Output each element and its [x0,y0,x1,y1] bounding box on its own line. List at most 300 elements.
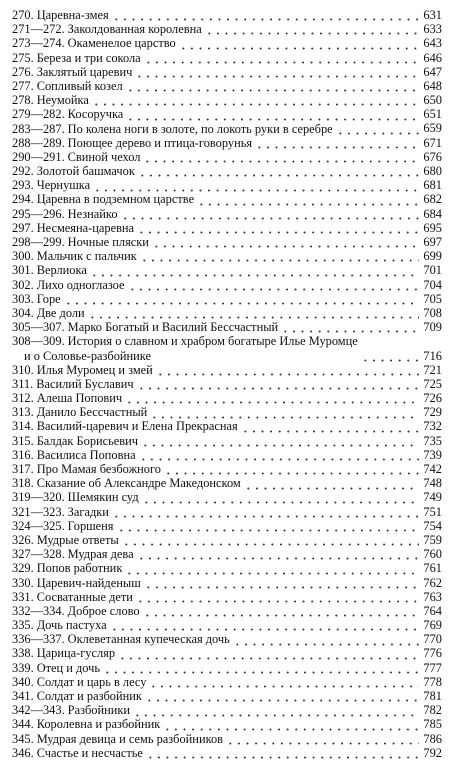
dot-leader [125,391,419,405]
tale-number: 324—325. [12,518,65,533]
page-number: 748 [423,476,442,491]
toc-entry [12,122,442,136]
tale-title: Попов работник [36,561,123,576]
toc-entry-text [12,278,125,292]
tale-title: Мудрые ответы [36,532,119,547]
toc-entry [12,405,442,419]
tale-title: Загадки [67,504,109,519]
toc-entry [12,547,442,561]
tale-number: 311. [12,376,34,391]
toc-entry-text [12,363,153,377]
tale-title: Царевна-змея [36,8,109,22]
page-number: 769 [423,618,442,633]
tale-title: Мудрая дева [67,547,134,562]
toc-entry-text [12,51,141,65]
toc-entry [12,391,442,405]
tale-title-line [12,533,119,547]
tale-title: Горшеня [67,518,114,533]
page-number: 671 [423,135,442,150]
page-number: 705 [423,291,442,306]
page-number: 782 [423,703,442,718]
toc-entry-text [12,505,109,519]
tale-number: 336—337. [12,632,65,647]
tale-title-line-1 [12,334,358,348]
dot-leader [92,93,419,107]
tale-title: Отец и дочь [36,660,101,675]
tale-number: 305—307. [12,320,65,335]
toc-entry-text [12,36,176,50]
tale-title-line [12,79,123,93]
page-number: 725 [423,376,442,391]
page-number: 792 [423,745,442,760]
tale-title: Василий Буславич [36,376,134,391]
page-number: 749 [423,490,442,505]
tale-number: 335. [12,618,34,633]
toc-entry [12,533,442,547]
tale-number: 273—274. [12,36,65,51]
tale-title-line [12,136,252,150]
toc-entry-text [12,675,146,689]
toc-entry [12,292,442,306]
tale-number: 345. [12,731,34,746]
dot-leader [121,207,419,221]
dot-leader [143,150,419,164]
toc-entry [12,746,442,760]
toc-entry [12,8,442,22]
tale-number: 340. [12,674,34,689]
page-number: 631 [423,7,442,22]
toc-entry-text [12,249,137,263]
dot-leader [135,65,419,79]
page-number: 776 [423,646,442,661]
toc-entry-text [12,292,61,306]
toc-entry [12,505,442,519]
tale-title: Золотой башмачок [36,164,135,179]
tale-number: 275. [12,50,34,65]
toc-entry [12,377,442,391]
tale-title: Балдак Борисьевич [36,433,139,448]
dot-leader [137,547,419,561]
dot-leader [103,661,419,675]
tale-title-line [12,292,61,306]
tale-title: Две доли [36,305,85,320]
toc-entry-text [12,306,85,320]
toc-entry-text [12,320,278,334]
toc-entry [12,590,442,604]
dot-leader [149,675,419,689]
tale-title-line [12,391,122,405]
dot-leader [145,689,419,703]
tale-number: 308—309. [12,334,65,349]
tale-number: 277. [12,78,34,93]
tale-title-line [12,278,125,292]
dot-leader [140,249,419,263]
tale-number: 276. [12,64,34,79]
toc-entry [12,263,442,277]
tale-title: Горе [36,291,61,306]
toc-entry [12,164,442,178]
tale-title: Царевич-найденыш [36,575,141,590]
dot-leader [137,221,419,235]
toc-entry-text [12,178,90,192]
page-number: 763 [423,589,442,604]
toc-entry [12,576,442,590]
toc-entry-text [12,476,241,490]
toc-entry-text [12,136,252,150]
tale-title: Марко Богатый и Василий Бессчастный [67,320,279,335]
toc-entry [12,561,442,575]
tale-title: Доброе слово [67,603,140,618]
page-number: 681 [423,178,442,193]
toc-entry-text [12,732,223,746]
tale-number: 303. [12,291,34,306]
toc-entry-text [12,661,100,675]
tale-title: Чернушка [36,178,91,193]
tale-title: Сопливый козел [36,78,123,93]
toc-entry-text [12,618,107,632]
tale-number: 338. [12,646,34,661]
tale-title-line [12,221,134,235]
toc-entry [12,235,442,249]
dot-leader [241,419,419,433]
page-number: 647 [423,64,442,79]
tale-title-line [12,93,89,107]
tale-title-line [12,36,176,50]
tale-title-line [12,590,133,604]
toc-entry-text [12,107,123,121]
tale-title: Береза и три сокола [36,50,141,65]
toc-entry-text [12,405,147,419]
tale-number: 271—272. [12,22,65,37]
toc-entry [12,136,442,150]
table-of-contents [12,8,442,760]
tale-title-line [12,405,147,419]
tale-title: Шемякин суд [67,490,139,505]
page-number: 778 [423,674,442,689]
tale-title-line [12,434,138,448]
toc-entry [12,320,442,334]
toc-entry [12,334,442,362]
dot-leader [138,164,419,178]
tale-number: 293. [12,178,34,193]
tale-number: 278. [12,93,34,108]
toc-entry-text [12,561,122,575]
tale-title: Верлиока [36,263,87,278]
toc-entry [12,434,442,448]
dot-leader [64,292,419,306]
dot-leader [141,434,419,448]
page-number: 781 [423,689,442,703]
tale-title-line [12,618,107,632]
toc-entry [12,675,442,689]
tale-title-line [12,122,333,136]
dot-leader [361,349,419,363]
tale-number: 297. [12,220,34,235]
tale-title: Лихо одноглазое [36,277,125,292]
page-number: 742 [423,462,442,476]
tale-title: Свиной чехол [67,149,141,164]
tale-title-line [12,22,202,36]
tale-number: 339. [12,660,34,675]
toc-entry [12,646,442,660]
tale-number: 342—343. [12,703,65,718]
tale-title-line [12,646,115,660]
tale-number: 341. [12,689,34,704]
tale-number: 301. [12,263,34,278]
dot-leader [144,576,419,590]
tale-number: 300. [12,249,34,264]
page-number: 648 [423,78,442,93]
tale-title: Василий-царевич и Елена Прекрасная [36,419,238,434]
tale-title: Алеша Попович [36,391,123,406]
page-number: 764 [423,603,442,618]
page-number: 761 [423,561,442,576]
toc-entry-text [12,519,114,533]
tale-number: 315. [12,433,34,448]
tale-title-line [12,604,140,618]
tale-title: Про Мамая безбожного [36,462,161,477]
tale-number: 298—299. [12,235,65,249]
tale-title-line [12,519,114,533]
page-number: 643 [423,36,442,51]
tale-title: Неумойка [36,93,89,108]
toc-entry [12,278,442,292]
toc-entry-text [12,576,141,590]
page-number: 729 [423,405,442,420]
dot-leader [118,646,419,660]
tale-title-line [12,746,143,760]
page-number: 732 [423,419,442,434]
toc-entry-text [12,689,142,703]
tale-number: 304. [12,305,34,320]
toc-entry [12,79,442,93]
page-number: 680 [423,164,442,179]
dot-leader [336,122,419,136]
toc-entry-text [12,221,134,235]
tale-number: 288—289. [12,135,65,150]
dot-leader [137,377,419,391]
tale-title: Заколдованная королевна [67,22,202,37]
tale-title-line [12,419,238,433]
page-number: 721 [423,362,442,377]
page-number: 777 [423,660,442,675]
dot-leader [226,732,419,746]
toc-entry [12,689,442,703]
dot-leader [112,8,419,22]
tale-title: Сказание об Александре Македонском [36,476,241,491]
tale-number: 321—323. [12,504,65,519]
tale-number: 318. [12,476,34,491]
tale-title-line [12,505,109,519]
toc-entry-text [12,377,134,391]
toc-entry [12,150,442,164]
page-number: 633 [423,22,442,37]
page-number: 759 [423,532,442,547]
dot-leader [125,561,419,575]
tale-title-line [12,235,149,249]
tale-number: 344. [12,717,34,732]
page-number: 739 [423,447,442,462]
toc-entry-text [12,263,87,277]
tale-title-line [12,462,161,476]
toc-entry-text [12,434,138,448]
toc-entry [12,249,442,263]
toc-entry-text [12,632,230,646]
tale-title: Царевна в подземном царстве [36,192,195,207]
toc-entry-text [12,8,109,22]
dot-leader [142,490,419,504]
tale-number: 330. [12,575,34,590]
toc-entry [12,65,442,79]
toc-entry [12,618,442,632]
toc-entry-text [12,207,118,221]
page-number: 770 [423,632,442,647]
tale-number: 270. [12,8,34,22]
toc-entry [12,490,442,504]
tale-title-line [12,576,141,590]
page-number: 676 [423,149,442,164]
toc-entry [12,632,442,646]
tale-title-line [12,689,142,703]
toc-entry-text [12,93,89,107]
tale-title-line [12,192,194,206]
tale-title-line [12,150,140,164]
dot-leader [128,278,419,292]
toc-entry [12,519,442,533]
toc-entry-text [12,122,333,136]
dot-leader [156,363,419,377]
page-number: 760 [423,547,442,562]
tale-title: Разбойники [67,703,131,718]
toc-entry-text [12,703,130,717]
page-number: 650 [423,93,442,108]
toc-entry-text [12,164,135,178]
tale-title: Василиса Поповна [36,447,136,462]
page-number: 735 [423,433,442,448]
tale-title-line [12,263,87,277]
tale-title-line [12,320,278,334]
tale-title-line [12,207,118,221]
tale-number: 316. [12,447,34,462]
toc-entry-text [12,646,115,660]
dot-leader [244,476,419,490]
page-number: 762 [423,575,442,590]
toc-entry-text [12,235,149,249]
dot-leader [150,405,419,419]
page-number: 682 [423,192,442,207]
toc-entry [12,661,442,675]
page-number: 646 [423,50,442,65]
tale-number: 329. [12,561,34,576]
tale-title-line [12,703,130,717]
toc-entry-text [12,462,161,476]
tale-title-line [12,717,160,731]
page-number: 699 [423,249,442,264]
tale-title-line [12,51,141,65]
toc-entry-text [12,746,143,760]
tale-title: По колена ноги в золоте, по локоть руки в серебре [67,121,333,136]
tale-number: 302. [12,277,34,292]
tale-title: Поющее дерево и птица-говорунья [67,135,253,150]
toc-entry-text [12,604,140,618]
toc-entry-text [12,79,123,93]
toc-entry [12,36,442,50]
toc-entry [12,178,442,192]
toc-entry [12,22,442,36]
tale-title: Сосватанные дети [36,589,133,604]
toc-entry-text [12,490,139,504]
toc-entry [12,192,442,206]
toc-entry-text [12,448,136,462]
tale-title-line [12,547,134,561]
dot-leader [205,22,419,36]
dot-leader [112,505,419,519]
tale-title: Царица-гусляр [36,646,116,661]
tale-title: Солдат и царь в лесу [36,674,147,689]
toc-entry [12,306,442,320]
page-number: 754 [423,518,442,533]
tale-title-line [12,377,134,391]
tale-title-line [12,8,109,22]
page-number: 704 [423,277,442,292]
tale-number: 346. [12,745,34,760]
dot-leader [93,178,419,192]
toc-entry-text [12,65,132,79]
dot-leader [143,604,419,618]
toc-entry [12,419,442,433]
dot-leader [233,632,419,646]
tale-number: 279—282. [12,107,65,122]
toc-entry-text [12,391,122,405]
page-number: 785 [423,717,442,732]
tale-number: 319—320. [12,490,65,505]
dot-leader [90,263,419,277]
dot-leader [179,36,419,50]
dot-leader [281,320,419,334]
page-number: 786 [423,731,442,746]
tale-title-line [12,732,223,746]
tale-title: Илья Муромец и змей [36,362,153,377]
toc-entry-text [12,22,202,36]
tale-title-line [12,675,146,689]
tale-title: Данило Бессчастный [36,405,148,420]
dot-leader [126,79,419,93]
tale-title-line-2: и о Соловье-разбойнике [24,348,152,363]
tale-number: 317. [12,462,34,477]
tale-number: 326. [12,532,34,547]
tale-title-line [12,164,135,178]
tale-number: 292. [12,164,34,179]
tale-title: Королевна и разбойник [36,717,161,732]
tale-title-line [12,561,122,575]
tale-title-line [12,632,230,646]
toc-entry [12,604,442,618]
dot-leader [122,533,419,547]
dot-leader [139,448,419,462]
dot-leader [197,192,419,206]
tale-title: Оклеветанная купеческая дочь [67,632,230,647]
tale-title: Незнайко [67,206,118,221]
tale-number: 310. [12,362,34,377]
toc-entry-text [12,334,358,362]
tale-number: 312. [12,391,34,406]
page-number: 708 [423,305,442,320]
page-number: 695 [423,220,442,235]
toc-entry [12,93,442,107]
toc-entry-text [12,590,133,604]
page-number: 751 [423,504,442,519]
tale-title-line [12,661,100,675]
